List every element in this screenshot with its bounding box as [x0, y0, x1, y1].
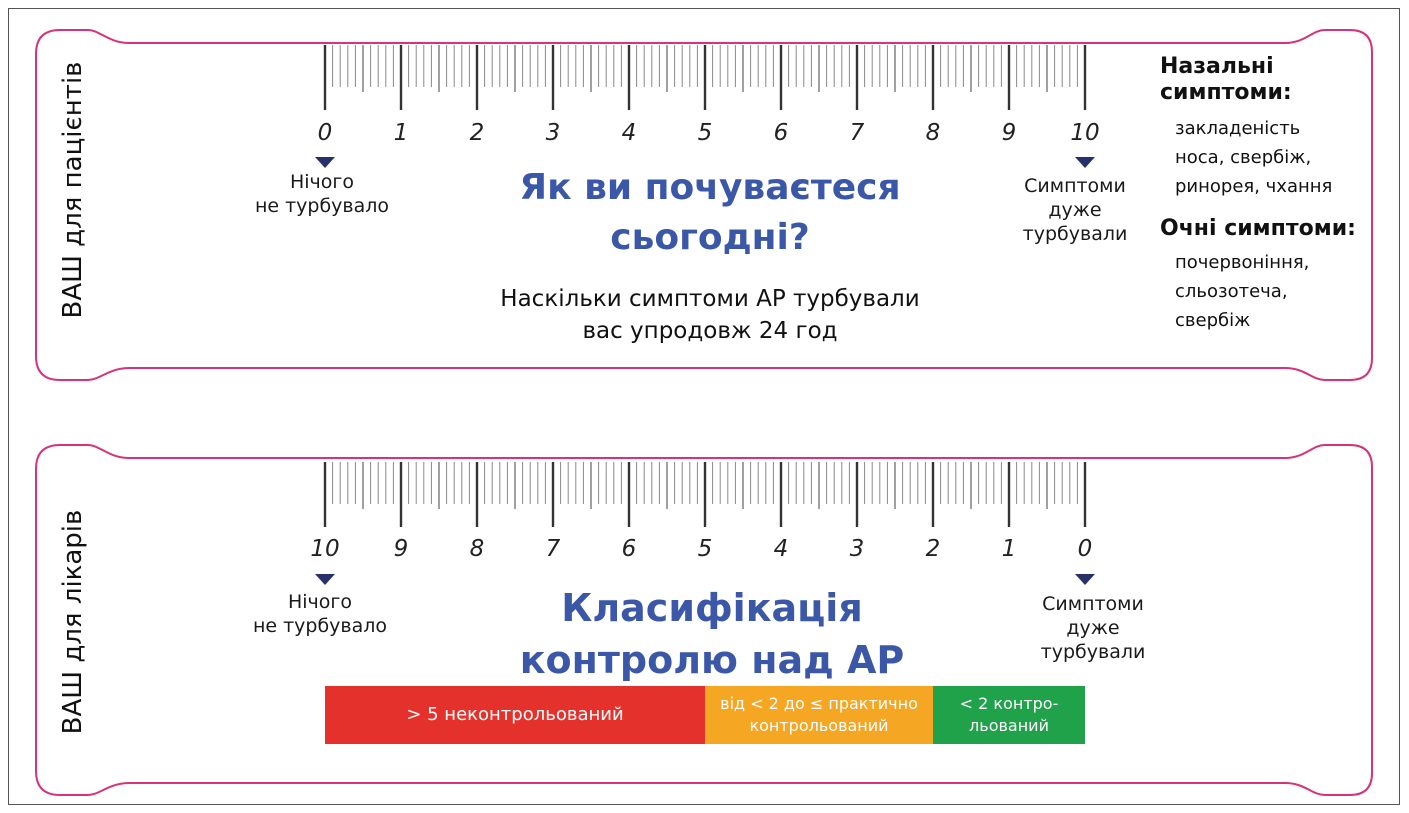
bottom-right-marker [1075, 574, 1095, 585]
top-left-end-label: Нічого не турбувало [254, 171, 390, 217]
bottom-scale-number: 7 [545, 536, 561, 562]
top-subtitle: Наскільки симптоми АР турбували вас упродовж 24 год [500, 286, 920, 344]
ocular-symptoms-text: почервоніння, сльозотеча, свербіж [1175, 252, 1310, 331]
bottom-scale-number: 2 [925, 536, 941, 562]
top-scale-number: 6 [773, 120, 789, 146]
top-scale-number: 9 [1001, 120, 1017, 146]
top-scale-number: 2 [469, 120, 485, 146]
top-side-label: ВАШ для пацієнтів [58, 61, 88, 319]
top-scale-number: 7 [849, 120, 865, 146]
band-green: < 2 контро- льований [933, 686, 1085, 744]
top-scale-number: 1 [393, 120, 409, 146]
top-scale-number: 8 [925, 120, 941, 146]
bottom-scale-number: 0 [1077, 536, 1093, 562]
bottom-left-end-label: Нічого не турбувало [252, 591, 388, 637]
band-red: > 5 неконтрольований [325, 686, 705, 744]
top-right-marker [1075, 157, 1095, 168]
ocular-symptoms-heading: Очні симптоми: [1160, 216, 1356, 241]
top-scale-number: 0 [317, 120, 333, 146]
bottom-scale-number: 10 [310, 536, 340, 562]
top-scale-number: 10 [1070, 120, 1100, 146]
top-title: Як ви почуваєтеся сьогодні? [519, 167, 901, 258]
bottom-scale-number: 1 [1001, 536, 1017, 562]
bottom-scale-number: 3 [849, 536, 865, 562]
top-scale-number: 4 [621, 120, 637, 146]
nasal-symptoms-text: закладеність носа, свербіж, ринорея, чхання [1175, 118, 1333, 197]
bottom-left-marker [315, 574, 335, 585]
bottom-scale-number: 4 [773, 536, 789, 562]
nasal-symptoms-heading: Назальні симптоми: [1160, 54, 1292, 105]
bottom-scale-number: 5 [697, 536, 713, 562]
bottom-side-label: ВАШ для лікарів [58, 509, 88, 735]
bottom-title: Класифікація контролю над АР [519, 586, 905, 682]
bottom-scale-number: 9 [393, 536, 409, 562]
top-right-end-label: Симптоми дуже турбували [1022, 175, 1128, 245]
top-left-marker [315, 157, 335, 168]
top-scale-number: 3 [545, 120, 561, 146]
bottom-scale-number: 8 [469, 536, 485, 562]
band-orange: від < 2 до ≤ практично контрольований [705, 686, 933, 744]
top-scale-ticks [325, 45, 1085, 110]
bottom-scale-number: 6 [621, 536, 637, 562]
bottom-right-end-label: Симптоми дуже турбували [1040, 593, 1146, 663]
bottom-scale-ticks [325, 462, 1085, 527]
top-scale-number: 5 [697, 120, 713, 146]
